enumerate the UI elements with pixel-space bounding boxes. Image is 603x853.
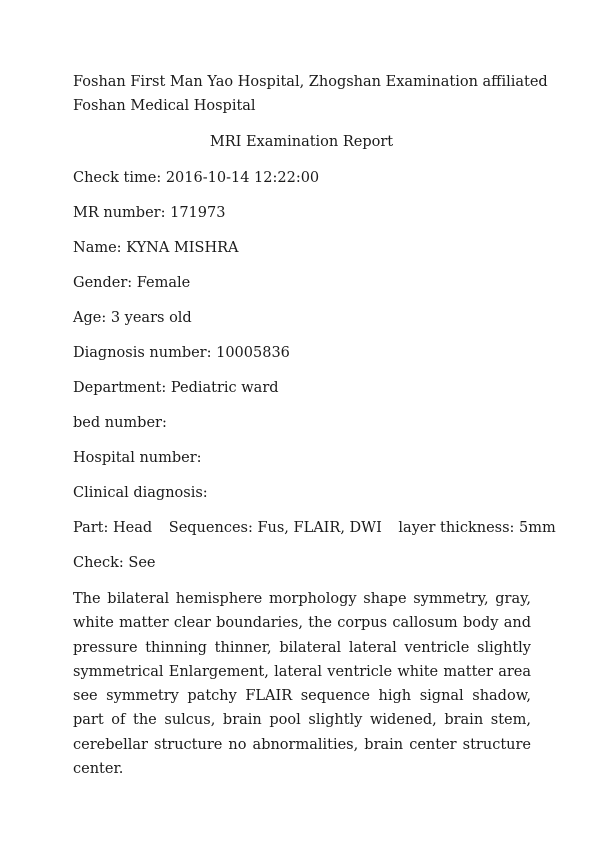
patient-gender: Gender: Female	[73, 275, 191, 291]
department: Department: Pediatric ward	[73, 380, 279, 396]
hospital-number: Hospital number:	[73, 450, 202, 466]
report-title: MRI Examination Report	[209, 134, 394, 150]
diagnosis-number: Diagnosis number: 10005836	[73, 345, 290, 361]
check-time: Check time: 2016-10-14 12:22:00	[73, 170, 320, 186]
scan-layer-thickness: layer thickness: 5mm	[398, 520, 556, 536]
hospital-name-line-1: Foshan First Man Yao Hospital, Zhogshan Examination affiliated	[73, 74, 548, 90]
patient-age: Age: 3 years old	[73, 310, 192, 326]
patient-name: Name: KYNA MISHRA	[73, 240, 239, 256]
scan-part: Part: Head	[73, 520, 153, 536]
check-label: Check: See	[73, 555, 156, 571]
findings-paragraph: The bilateral hemisphere morphology shape symmetry, gray, white matter clear boundaries, the corpus callosum body and pressure thinning thinner, bilateral lateral ventricle slightly symmetrical Enlargement, lateral ventricle white matter area see symmetry patchy FLAIR sequence high signal shadow, part of the sulcus, brain pool slightly widened, brain stem, cerebellar structure no abnormalities, brain center structure center.	[73, 591, 531, 778]
clinical-diagnosis: Clinical diagnosis:	[73, 485, 208, 501]
scan-sequences: Sequences: Fus, FLAIR, DWI	[168, 520, 382, 536]
bed-number: bed number:	[73, 415, 167, 431]
mr-number: MR number: 171973	[73, 205, 226, 221]
hospital-name-line-2: Foshan Medical Hospital	[73, 98, 256, 114]
scan-parameters	[73, 516, 556, 540]
